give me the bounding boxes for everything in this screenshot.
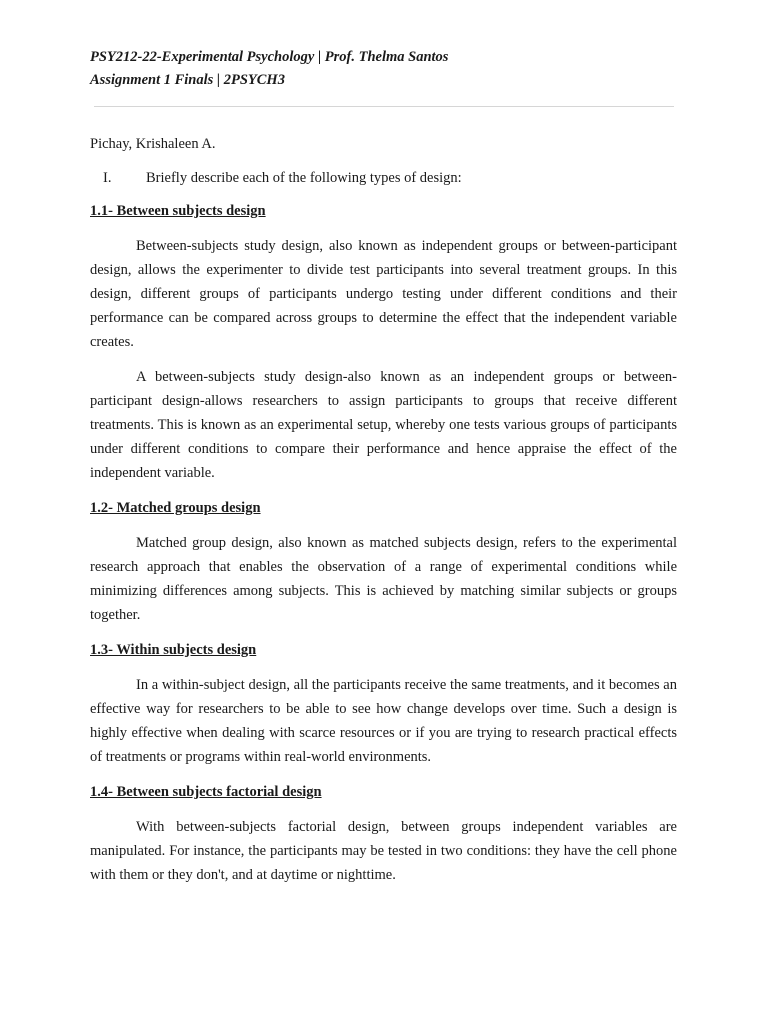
question-text: Briefly describe each of the following types of design: xyxy=(146,170,462,186)
question-item xyxy=(90,166,677,190)
section-heading: 1.1- Between subjects design xyxy=(90,203,266,219)
section-heading: 1.3- Within subjects design xyxy=(90,642,257,658)
section-paragraph: A between-subjects study design-also known as an independent groups or between-participant design-allows researchers to assign participants to groups that receive different treatments. This is known as an experimental setup, whereby one tests various groups of participants under different conditions to compare their performance and hence appraise the effect of the independent variable. xyxy=(90,369,677,481)
section-paragraph: Matched group design, also known as matched subjects design, refers to the experimental research approach that enables the observation of a range of experimental conditions while minimizing differences among subjects. This is achieved by matching similar subjects or groups together. xyxy=(90,535,677,623)
course-title: PSY212-22-Experimental Psychology | Prof. Thelma Santos xyxy=(90,49,449,65)
author-name: Pichay, Krishaleen A. xyxy=(90,136,216,152)
section-paragraph: Between-subjects study design, also known as independent groups or between-participant design, allows the experimenter to divide test participants into several treatment groups. In this design, different groups of participants undergo testing under different conditions and their performance can be compared across groups to determine the effect that the independent variable creates. xyxy=(90,238,677,350)
document-header xyxy=(90,46,690,92)
assignment-title: Assignment 1 Finals | 2PSYCH3 xyxy=(90,72,285,88)
document-body xyxy=(90,132,677,898)
question-number: I. xyxy=(103,170,112,186)
header-divider xyxy=(94,106,674,107)
section-paragraph: With between-subjects factorial design, between groups independent variables are manipulated. For instance, the participants may be tested in two conditions: they have the cell phone with them or they don't, and at daytime or nighttime. xyxy=(90,819,677,883)
section-paragraph: In a within-subject design, all the participants receive the same treatments, and it becomes an effective way for researchers to be able to see how change develops over time. Such a design is highly effective when dealing with scarce resources or if you are trying to research practical effects of treatments or programs within real-world environments. xyxy=(90,677,677,765)
section-heading: 1.4- Between subjects factorial design xyxy=(90,784,322,800)
section-heading: 1.2- Matched groups design xyxy=(90,500,261,516)
